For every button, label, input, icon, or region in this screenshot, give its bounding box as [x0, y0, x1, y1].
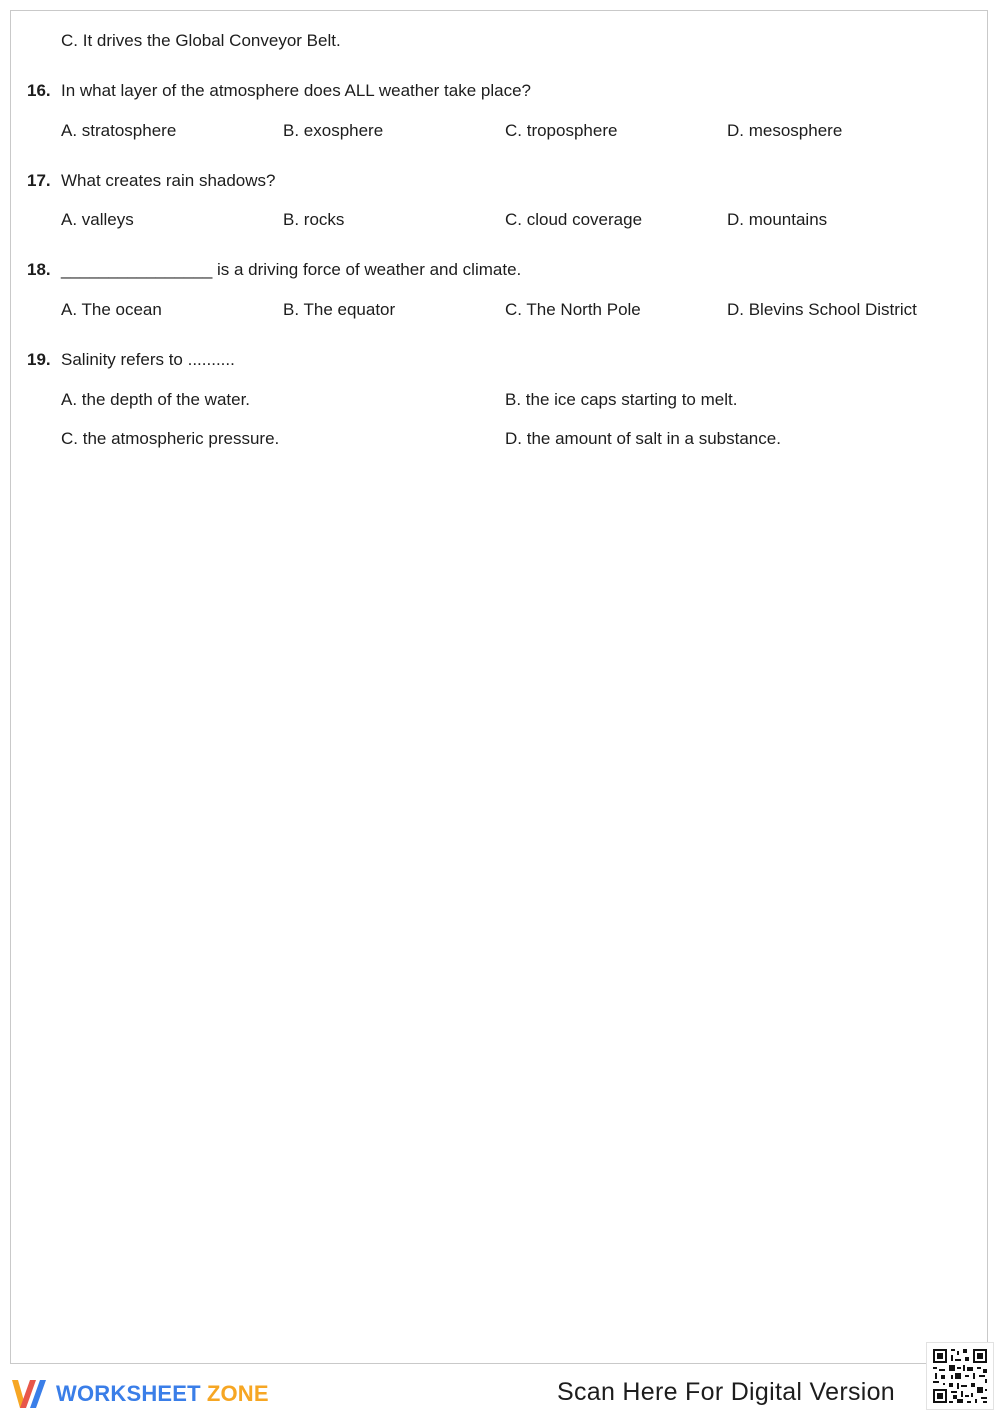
question-number: 18. [27, 260, 51, 279]
option-c: C. The North Pole [505, 300, 641, 319]
option-b: B. The equator [283, 300, 396, 319]
option-b: B. rocks [283, 210, 345, 229]
option-a: A. The ocean [61, 300, 162, 319]
question-16 [27, 81, 531, 101]
question-number: 16. [27, 81, 51, 100]
option-d: D. the amount of salt in a substance. [505, 429, 781, 448]
question-18 [27, 260, 521, 280]
logo-text-worksheet: WORKSHEET [56, 1381, 201, 1406]
option-b: B. the ice caps starting to melt. [505, 390, 738, 409]
question-text: In what layer of the atmosphere does ALL weather take place? [61, 81, 531, 100]
question-19 [27, 350, 235, 370]
option-c: C. cloud coverage [505, 210, 643, 229]
scan-instruction: Scan Here For Digital Version [557, 1378, 896, 1406]
option-d: D. mountains [727, 210, 828, 229]
option-c: C. troposphere [505, 121, 618, 140]
logo-text-zone: ZONE [206, 1381, 269, 1406]
option-b: B. exosphere [283, 121, 384, 140]
question-text: ________________ is a driving force of weather and climate. [61, 260, 522, 279]
worksheetzone-logo [10, 1374, 269, 1414]
question-number: 17. [27, 171, 51, 190]
question-text: What creates rain shadows? [61, 171, 276, 190]
logo-wordmark [56, 1381, 269, 1407]
continued-option: C. It drives the Global Conveyor Belt. [61, 31, 341, 50]
qr-code-icon[interactable] [926, 1342, 994, 1410]
option-d: D. mesosphere [727, 121, 843, 140]
worksheetzone-logo-icon [10, 1376, 50, 1412]
question-text: Salinity refers to .......... [61, 350, 235, 369]
question-number: 19. [27, 350, 51, 369]
question-17 [27, 171, 276, 191]
option-c: C. the atmospheric pressure. [61, 429, 280, 448]
option-a: A. stratosphere [61, 121, 177, 140]
option-d: D. Blevins School District [727, 300, 917, 319]
worksheet-frame [10, 10, 988, 1364]
option-a: A. valleys [61, 210, 134, 229]
option-a: A. the depth of the water. [61, 390, 251, 409]
